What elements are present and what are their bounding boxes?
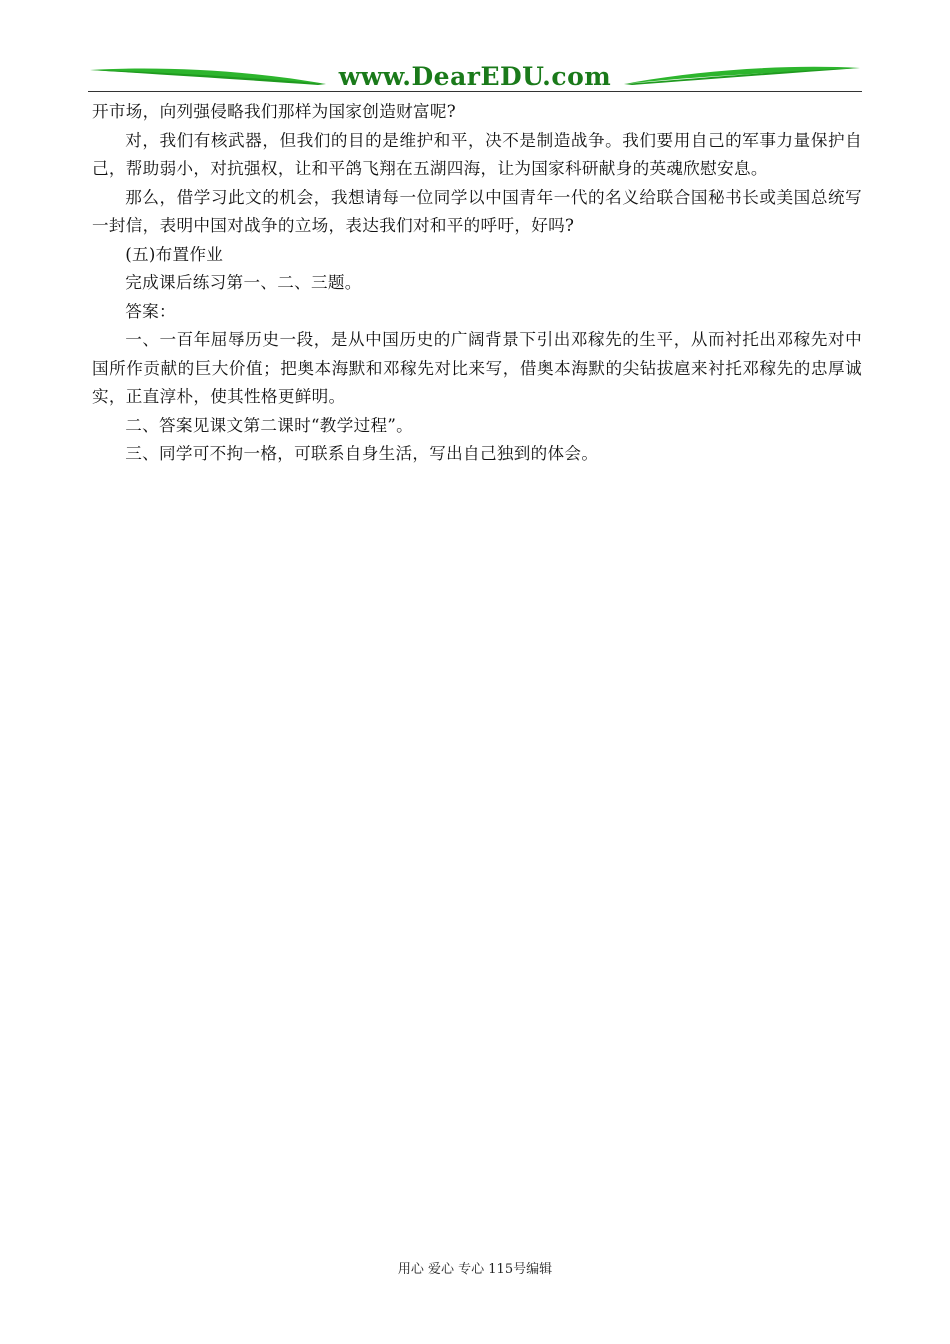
page-footer: 用心 爱心 专心 115号编辑 [397, 1262, 553, 1277]
paragraph-exercises: 完成课后练习第一、二、三题。 [125, 273, 362, 292]
answers-label: 答案： [125, 301, 176, 321]
answer-one: 一、一百年屈辱历史一段，是从中国历史的广阔背景下引出邓稼先的生平，从而衬托出邓稼先对中国所作贡献的巨大价值；把奥本海默和邓稼先对比来写，借奥本海默的尖钻拔扈来衬托邓稼先的忠厚诚实，正直淳朴，使其性格更鲜明。 [92, 330, 862, 406]
site-logo[interactable]: www.DearEDU.com [338, 62, 612, 91]
answer-three: 三、同学可不拘一格，可联系自身生活，写出自己独到的体会。 [125, 444, 599, 463]
site-header [88, 58, 862, 94]
header-divider [88, 91, 862, 92]
paragraph-nuclear-peace: 对，我们有核武器，但我们的目的是维护和平，决不是制造战争。我们要用自己的军事力量保护自己，帮助弱小，对抗强权，让和平鸽飞翔在五湖四海，让为国家科研献身的英魂欣慰安息。 [92, 130, 862, 178]
document-body [92, 98, 862, 469]
answer-two: 二、答案见课文第二课时“教学过程”。 [125, 415, 414, 435]
paragraph-continuation: 开市场，向列强侵略我们那样为国家创造财富呢? [92, 102, 456, 121]
paragraph-letter-task: 那么，借学习此文的机会，我想请每一位同学以中国青年一代的名义给联合国秘书长或美国总统写一封信，表明中国对战争的立场，表达我们对和平的呼吁，好吗? [92, 187, 862, 235]
section-heading-homework: (五)布置作业 [125, 244, 224, 264]
